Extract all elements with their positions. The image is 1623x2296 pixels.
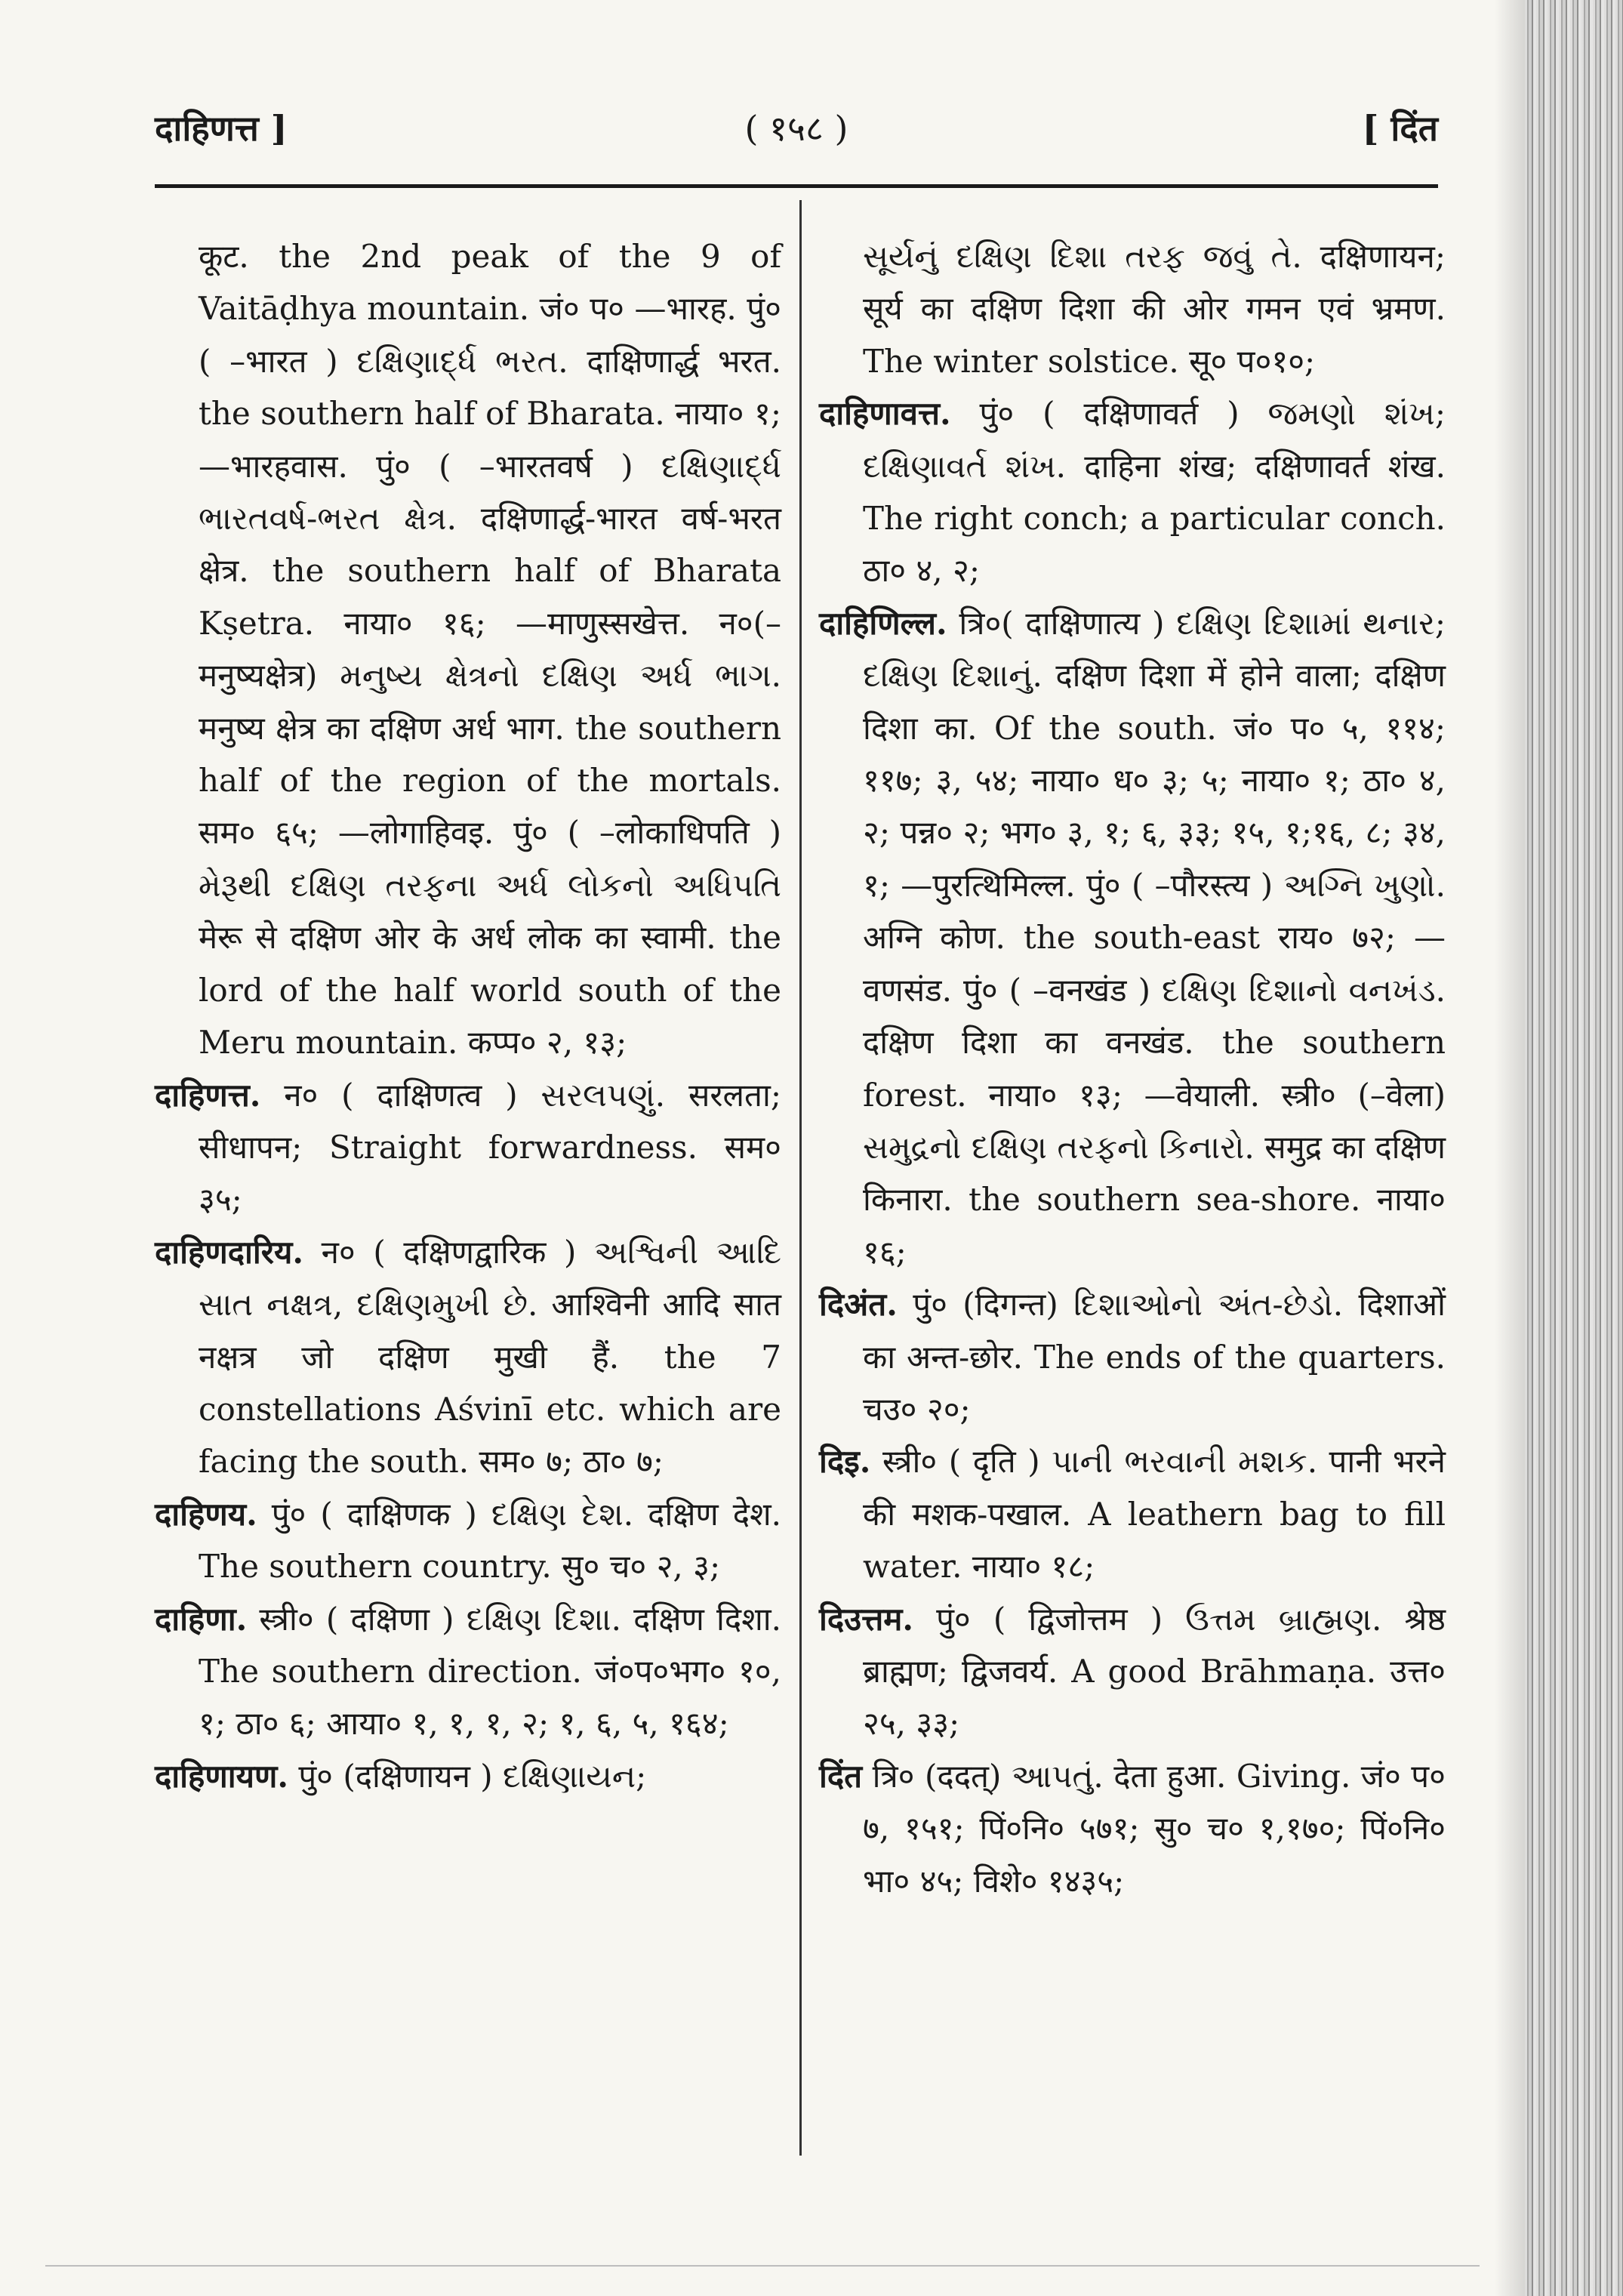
dictionary-entry — [819, 1278, 1446, 1435]
dictionary-entry — [819, 1593, 1446, 1750]
dictionary-entry — [819, 1435, 1446, 1592]
entry-headword: दिंत — [819, 1757, 863, 1795]
running-head-left: दाहिणत्त ] — [155, 108, 288, 149]
entry-text: त्रि० (ददत्) આપતું. देता हुआ. Giving. जं० प० ७, १५१; पिं०नि० ५७१; सु० च० १,१७०; पिं०नि० भा० ४५; विशे० १४३५; — [863, 1757, 1446, 1900]
page-header — [155, 98, 1438, 159]
header-rule — [155, 184, 1438, 188]
entry-headword: दिउत्तम. — [819, 1600, 913, 1638]
entry-text: पुं० (दक्षिणायन ) દક્ષિણાયન; — [298, 1757, 647, 1795]
entry-headword: दिअंत. — [819, 1286, 898, 1324]
dictionary-entry — [155, 1069, 781, 1226]
entry-text: न० ( दाक्षिणत्व ) સરલપણું. सरलता; सीधापन; Straight forwardness. सम० ३५; — [199, 1076, 781, 1219]
scan-edge-shadow — [1525, 0, 1623, 2296]
entry-headword: दाहिणय. — [155, 1495, 257, 1533]
dictionary-entry — [819, 597, 1446, 1278]
entry-text: स्त्री० ( दृति ) પાની ભરવાની મશક. पानी भरने की मशक-पखाल. A leathern bag to fill water. नाया० १८; — [863, 1443, 1446, 1586]
dictionary-entry — [819, 387, 1446, 597]
entry-headword: दिइ. — [819, 1443, 871, 1481]
dictionary-entry — [819, 1750, 1446, 1907]
right-column — [819, 230, 1446, 1907]
entry-text: त्रि०( दाक्षिणात्य ) દક્ષિણ દિશામાં થનાર; દક્ષિણ દિશાનું. दक्षिण दिशा में होने वाला; दक्षिण दिशा का. Of the south. जं० प० ५, ११४; ११७; ३, ५४; नाया० ध० ३; ५; नाया० १; ठा० ४, २; पन्न० २; भग० ३, १; ६, ३३; १५, १;१६, ८; ३४, १; —पुरत्थिमिल्ल. पुं० ( –पौरस्त्य ) અગ્નિ ખુણો. अग्नि कोण. the south-east राय० ७२; —वणसंड. पुं० ( –वनखंड ) દક્ષિણ દિશાનો વનખંડ. दक्षिण दिशा का वनखंड. the southern forest. नाया० १३; —वेयाली. स्त्री० (–वेला) સમુદ્રનો દક્ષિણ તરફનો કિનારો. समुद्र का दक्षिण किनारा. the southern sea-shore. नाया० १६; — [863, 604, 1446, 1271]
dictionary-entry — [155, 1593, 781, 1750]
entry-headword: दाहिणावत्त. — [819, 395, 951, 433]
entry-text: स्त्री० ( दक्षिणा ) દક્ષિણ દિશા. दक्षिण दिशा. The southern direction. जं०प०भग० १०, १; ठा० ६; आया० १, १, १, २; १, ६, ५, १६४; — [199, 1600, 781, 1743]
running-head-right: [ दिंत — [1362, 108, 1438, 149]
entry-text: कूट. the 2nd peak of the 9 of Vaitāḍhya mountain. जं० प० —भारह. पुं० ( –भारत ) દક્ષિણાર્દ્ધ ભરત. दाक्षिणार्द्ध भरत. the southern half of Bharata. नाया० १; —भारहवास. पुं० ( –भारतवर्ष ) દક્ષિણાર્દ્ધ ભારતવર્ષ-ભરત ક્ષેત્ર. दक्षिणार्द्ध-भारत वर्ष-भरत क्षेत्र. the southern half of Bharata Kṣetra. नाया० १६; —माणुस्सखेत्त. न०(–मनुष्यक्षेत्र) મનુષ્ય ક્ષેત્રનો દક્ષિણ અર્ધ ભાગ. मनुष्य क्षेत्र का दक्षिण अर्ध भाग. the southern half of the region of the mortals. सम० ६५; —लोगाहिवइ. पुं० ( –लोकाधिपति ) મેરૂથી દક્ષિણ તરફના અર્ધ લોકનો અધિપતિ मेरू से दक्षिण ओर के अर्ध लोक का स्वामी. the lord of the half world south of the Meru mountain. कप्प० २, १३; — [199, 238, 781, 1062]
entry-text: पुं० (दिगन्त) દિશાઓનો અંત-છેડો. दिशाओं का अन्त-छोर. The ends of the quarters. चउ० २०; — [863, 1286, 1446, 1428]
column-divider — [799, 200, 802, 2156]
dictionary-entry — [155, 1750, 781, 1802]
page-number: ( १५८ ) — [744, 108, 848, 149]
entry-headword: दाहिणिल्ल. — [819, 604, 947, 642]
dictionary-entry — [155, 1488, 781, 1593]
entry-text: સૂર્યનું દક્ષિણ દિશા તરફ જવું તે. दक्षिणायन; सूर्य का दक्षिण दिशा की ओर गमन एवं भ्रमण. The winter solstice. सू० प०१०; — [863, 238, 1446, 380]
dictionary-entry — [819, 230, 1446, 387]
entry-headword: दाहिणदारिय. — [155, 1233, 303, 1271]
entry-text: पुं० ( द्विजोत्तम ) ઉત્તમ બ્રાહ્મણ. श्रेष्ठ ब्राह्मण; द्विजवर्य. A good Brāhmaṇa. उत्त० २५, ३३; — [863, 1600, 1446, 1743]
entry-text: पुं० ( दाक्षिणक ) દક્ષિણ દેશ. दक्षिण देश. The southern country. सु० च० २, ३; — [199, 1495, 781, 1586]
entry-text: न० ( दक्षिणद्वारिक ) અશ્વિની આદિ સાત નક્ષત્ર, દક્ષિણમુખી છે. आश्विनी आदि सात नक्षत्र जो दक्षिण मुखी हैं. the 7 constellations Aśvinī etc. which are facing the south. सम० ७; ठा० ७; — [199, 1233, 782, 1481]
entry-headword: दाहिणा. — [155, 1600, 248, 1638]
dictionary-entry — [155, 1226, 781, 1488]
left-column — [155, 230, 781, 1802]
entry-headword: दाहिणत्त. — [155, 1076, 261, 1114]
scan-bottom-edge — [45, 2265, 1480, 2267]
entry-headword: दाहिणायण. — [155, 1757, 288, 1795]
dictionary-entry — [155, 230, 781, 1069]
entry-text: पुं० ( दक्षिणावर्त ) જમણો શંખ; દક્ષિણાવર્ત શંખ. दाहिना शंख; दक्षिणावर्त शंख. The right conch; a particular conch. ठा० ४, २; — [863, 395, 1446, 590]
